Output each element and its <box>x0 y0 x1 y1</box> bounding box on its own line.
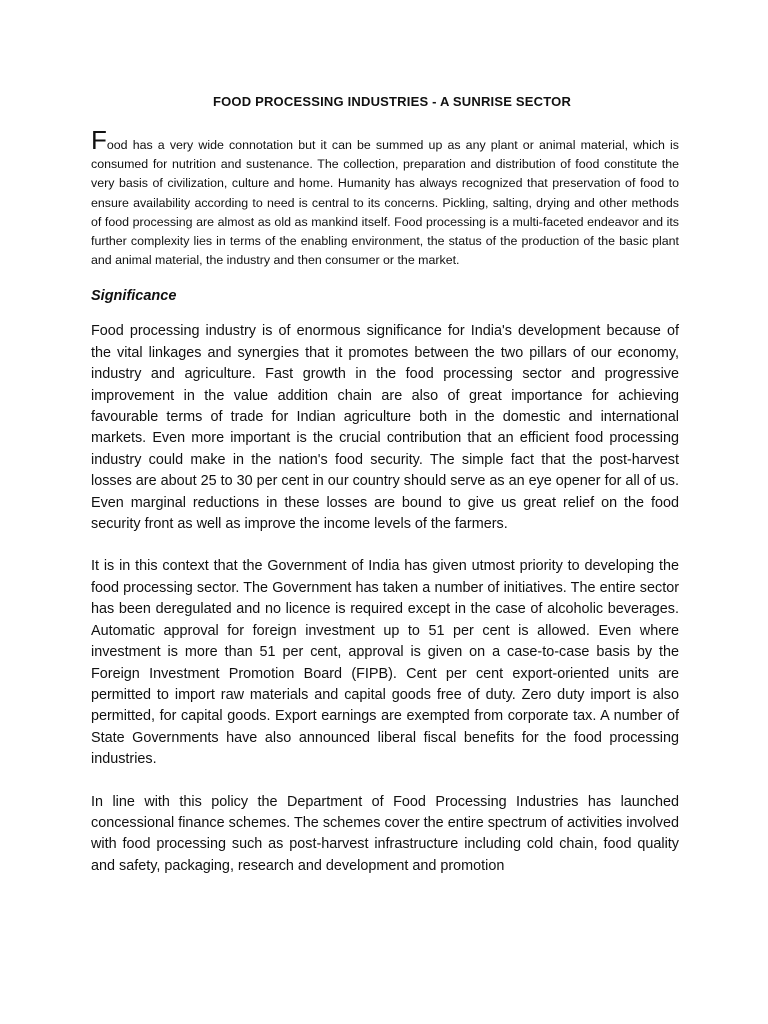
body-paragraph-1: Food processing industry is of enormous significance for India's development because of the vital linkages and synergies that it promotes between the two pillars of our economy, industry and agriculture. Fast growth in the food processing sector and progressive improvement in the value addition chain are also of great importance for achieving favourable terms of trade for Indian agriculture both in the domestic and international markets. Even more important is the crucial contribution that an efficient food processing industry could make in the nation's food security. The simple fact that the post-harvest losses are about 25 to 30 per cent in our country should serve as an eye opener for all of us. Even marginal reductions in these losses are bound to give us great relief on the food security front as well as improve the income levels of the farmers. <box>91 323 679 533</box>
drop-cap-initial: F <box>91 125 107 155</box>
section-heading-significance: Significance <box>91 288 177 305</box>
body-paragraph-2: It is in this context that the Government of India has given utmost priority to developing the food processing sector. The Government has taken a number of initiatives. The entire sector has been deregulated and no licence is required except in the case of alcoholic beverages. Automatic approval for foreign investment up to 51 per cent is allowed. Even where investment is more than 51 per cent, approval is given on a case-to-case basis by the Foreign Investment Promotion Board (FIPB). Cent per cent export-oriented units are permitted to import raw materials and capital goods free of duty. Zero duty import is also permitted, for capital goods. Export earnings are exempted from corporate tax. A number of State Governments have also announced liberal fiscal benefits for the food processing industries. <box>91 558 679 768</box>
intro-paragraph <box>91 125 679 270</box>
intro-text: ood has a very wide connotation but it can be summed up as any plant or animal material, which is consumed for nutrition and sustenance. The collection, preparation and distribution of food constitute the very basis of civilization, culture and home. Humanity has always recognized that preservation of food to ensure availability according to need is central to its concerns. Pickling, salting, drying and other methods of food processing are almost as old as mankind itself. Food processing is a multi-faceted endeavor and its further complexity lies in terms of the enabling environment, the status of the production of the basic plant and animal material, the industry and then consumer or the market. <box>91 138 679 268</box>
document-title: FOOD PROCESSING INDUSTRIES - A SUNRISE SECTOR <box>212 94 572 109</box>
body-paragraph-3: In line with this policy the Department of Food Processing Industries has launched concessional finance schemes. The schemes cover the entire spectrum of activities involved with food processing such as post-harvest infrastructure including cold chain, food quality and safety, packaging, research and development and promotion <box>91 793 679 874</box>
